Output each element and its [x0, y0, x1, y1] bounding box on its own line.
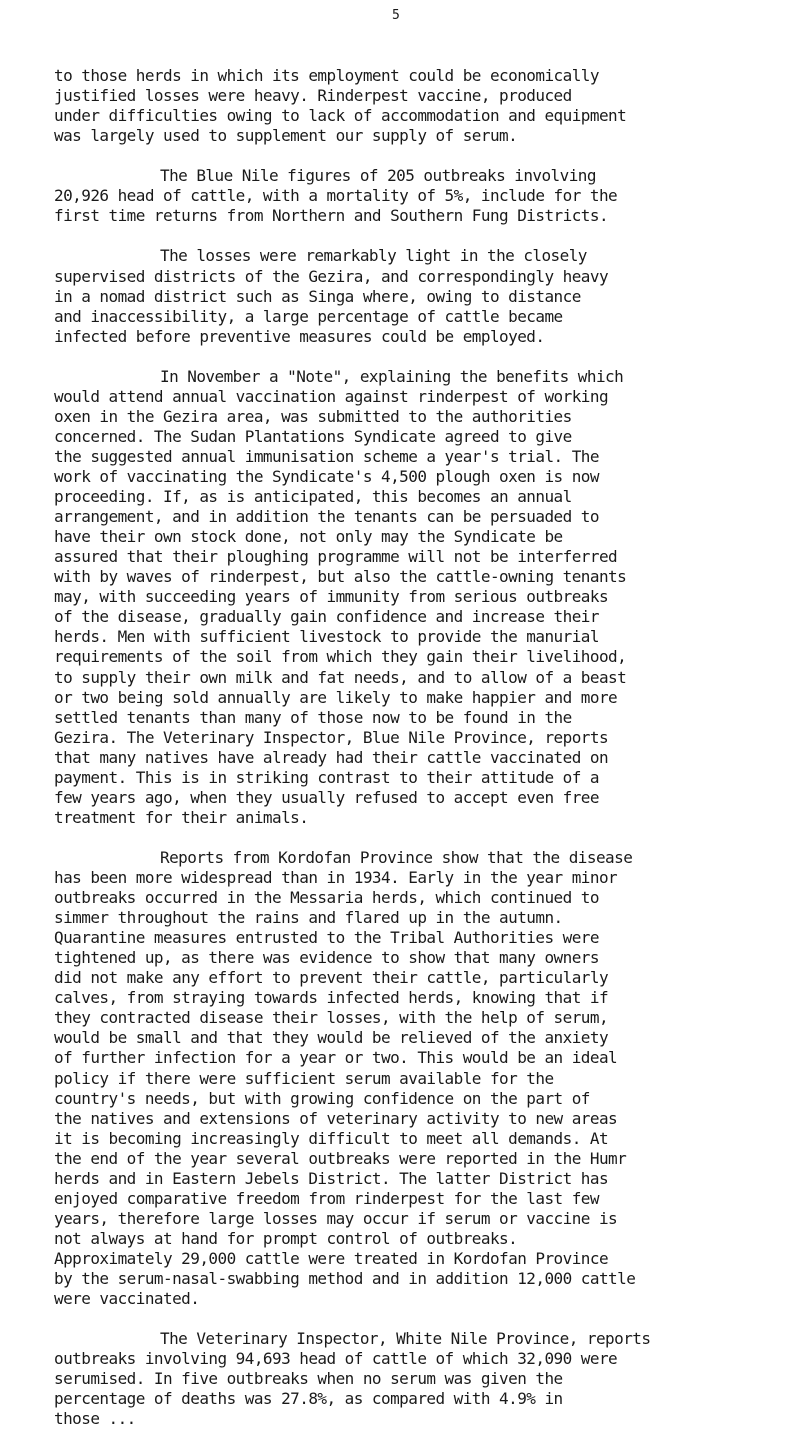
text-line: country's needs, but with growing confidence on the part of: [54, 1088, 590, 1108]
text-line: would attend annual vaccination against rinderpest of working: [54, 386, 609, 406]
text-line: with by waves of rinderpest, but also the cattle-owning tenants: [54, 567, 627, 587]
text-line: have their own stock done, not only may the Syndicate be: [54, 527, 563, 547]
text-line: justified losses were heavy. Rinderpest vaccine, produced: [54, 86, 572, 106]
text-line: enjoyed comparative freedom from rinderpest for the last few: [54, 1188, 599, 1208]
text-line: were vaccinated.: [54, 1289, 200, 1309]
text-line: infected before preventive measures could be employed.: [54, 326, 545, 346]
text-line: treatment for their animals.: [54, 807, 309, 827]
text-line: the end of the year several outbreaks were reported in the Humr: [54, 1148, 627, 1168]
text-line: to those herds in which its employment could be economically: [54, 66, 599, 85]
text-line: proceeding. If, as is anticipated, this becomes an annual: [54, 487, 572, 507]
text-line: first time returns from Northern and Southern Fung Districts.: [54, 206, 609, 226]
text-line: herds. Men with sufficient livestock to provide the manurial: [54, 627, 599, 647]
text-line: arrangement, and in addition the tenants can be persuaded to: [54, 507, 599, 527]
text-line: has been more widespread than in 1934. Early in the year minor: [54, 868, 618, 887]
text-line: was largely used to supplement our supply of serum.: [54, 126, 518, 146]
text-line: simmer throughout the rains and flared up in the autumn.: [54, 908, 563, 928]
text-line: did not make any effort to prevent their cattle, particularly: [54, 968, 609, 988]
text-line: to supply their own milk and fat needs, and to allow of a beast: [54, 667, 627, 687]
text-line: herds and in Eastern Jebels District. The latter District has: [54, 1168, 609, 1188]
text-line: outbreaks involving 94,693 head of cattle of which 32,090 were: [54, 1349, 618, 1369]
text-line: by the serum-nasal-swabbing method and in addition 12,000 cattle: [54, 1269, 636, 1288]
text-line: Quarantine measures entrusted to the Tribal Authorities were: [54, 928, 599, 948]
text-line: The Blue Nile figures of 205 outbreaks involving: [160, 166, 596, 186]
text-line: Gezira. The Veterinary Inspector, Blue Nile Province, reports: [54, 727, 609, 747]
text-line: that many natives have already had their cattle vaccinated on: [54, 747, 609, 767]
text-line: work of vaccinating the Syndicate's 4,500 plough oxen is now: [54, 467, 599, 486]
text-line: they contracted disease their losses, with the help of serum,: [54, 1008, 609, 1028]
text-line: supervised districts of the Gezira, and correspondingly heavy: [54, 266, 609, 286]
page-number: 5: [392, 8, 400, 23]
text-line: outbreaks occurred in the Messaria herds, which continued to: [54, 888, 599, 908]
text-line: Reports from Kordofan Province show that the disease: [160, 847, 633, 867]
text-line: of further infection for a year or two. This would be an ideal: [54, 1048, 618, 1068]
text-line: or two being sold annually are likely to make happier and more: [54, 687, 618, 707]
text-line: those ...: [54, 1409, 145, 1429]
text-line: would be small and that they would be relieved of the anxiety: [54, 1028, 609, 1048]
text-line: it is becoming increasingly difficult to meet all demands. At: [54, 1128, 609, 1148]
text-line: years, therefore large losses may occur if serum or vaccine is: [54, 1208, 618, 1228]
text-line: The Veterinary Inspector, White Nile Province, reports: [160, 1329, 651, 1349]
text-line: and inaccessibility, a large percentage of cattle became: [54, 306, 563, 326]
text-line: assured that their ploughing programme will not be interferred: [54, 547, 618, 567]
text-line: of the disease, gradually gain confidence and increase their: [54, 607, 599, 627]
text-line: payment. This is in striking contrast to their attitude of a: [54, 767, 599, 787]
text-line: concerned. The Sudan Plantations Syndicate agreed to give: [54, 426, 572, 446]
text-line: under difficulties owing to lack of accommodation and equipment: [54, 106, 627, 126]
text-line: in a nomad district such as Singa where, owing to distance: [54, 286, 581, 306]
text-line: percentage of deaths was 27.8%, as compared with 4.9% in: [54, 1389, 563, 1409]
text-line: 20,926 head of cattle, with a mortality of 5%, include for the: [54, 186, 618, 206]
text-line: policy if there were sufficient serum available for the: [54, 1068, 554, 1088]
text-line: tightened up, as there was evidence to show that many owners: [54, 948, 599, 968]
text-line: The losses were remarkably light in the closely: [160, 246, 587, 266]
text-line: few years ago, when they usually refused to accept even free: [54, 787, 599, 807]
text-line: requirements of the soil from which they gain their livelihood,: [54, 647, 627, 667]
text-line: serumised. In five outbreaks when no serum was given the: [54, 1369, 563, 1389]
text-line: the natives and extensions of veterinary activity to new areas: [54, 1108, 618, 1128]
text-line: oxen in the Gezira area, was submitted to the authorities: [54, 406, 572, 426]
text-line: may, with succeeding years of immunity from serious outbreaks: [54, 587, 609, 607]
text-line: settled tenants than many of those now to be found in the: [54, 707, 572, 727]
text-line: not always at hand for prompt control of outbreaks.: [54, 1228, 518, 1248]
text-line: the suggested annual immunisation scheme a year's trial. The: [54, 446, 599, 466]
text-line: In November a "Note", explaining the benefits which: [160, 366, 624, 386]
text-line: Approximately 29,000 cattle were treated in Kordofan Province: [54, 1248, 609, 1268]
text-line: calves, from straying towards infected herds, knowing that if: [54, 988, 609, 1008]
